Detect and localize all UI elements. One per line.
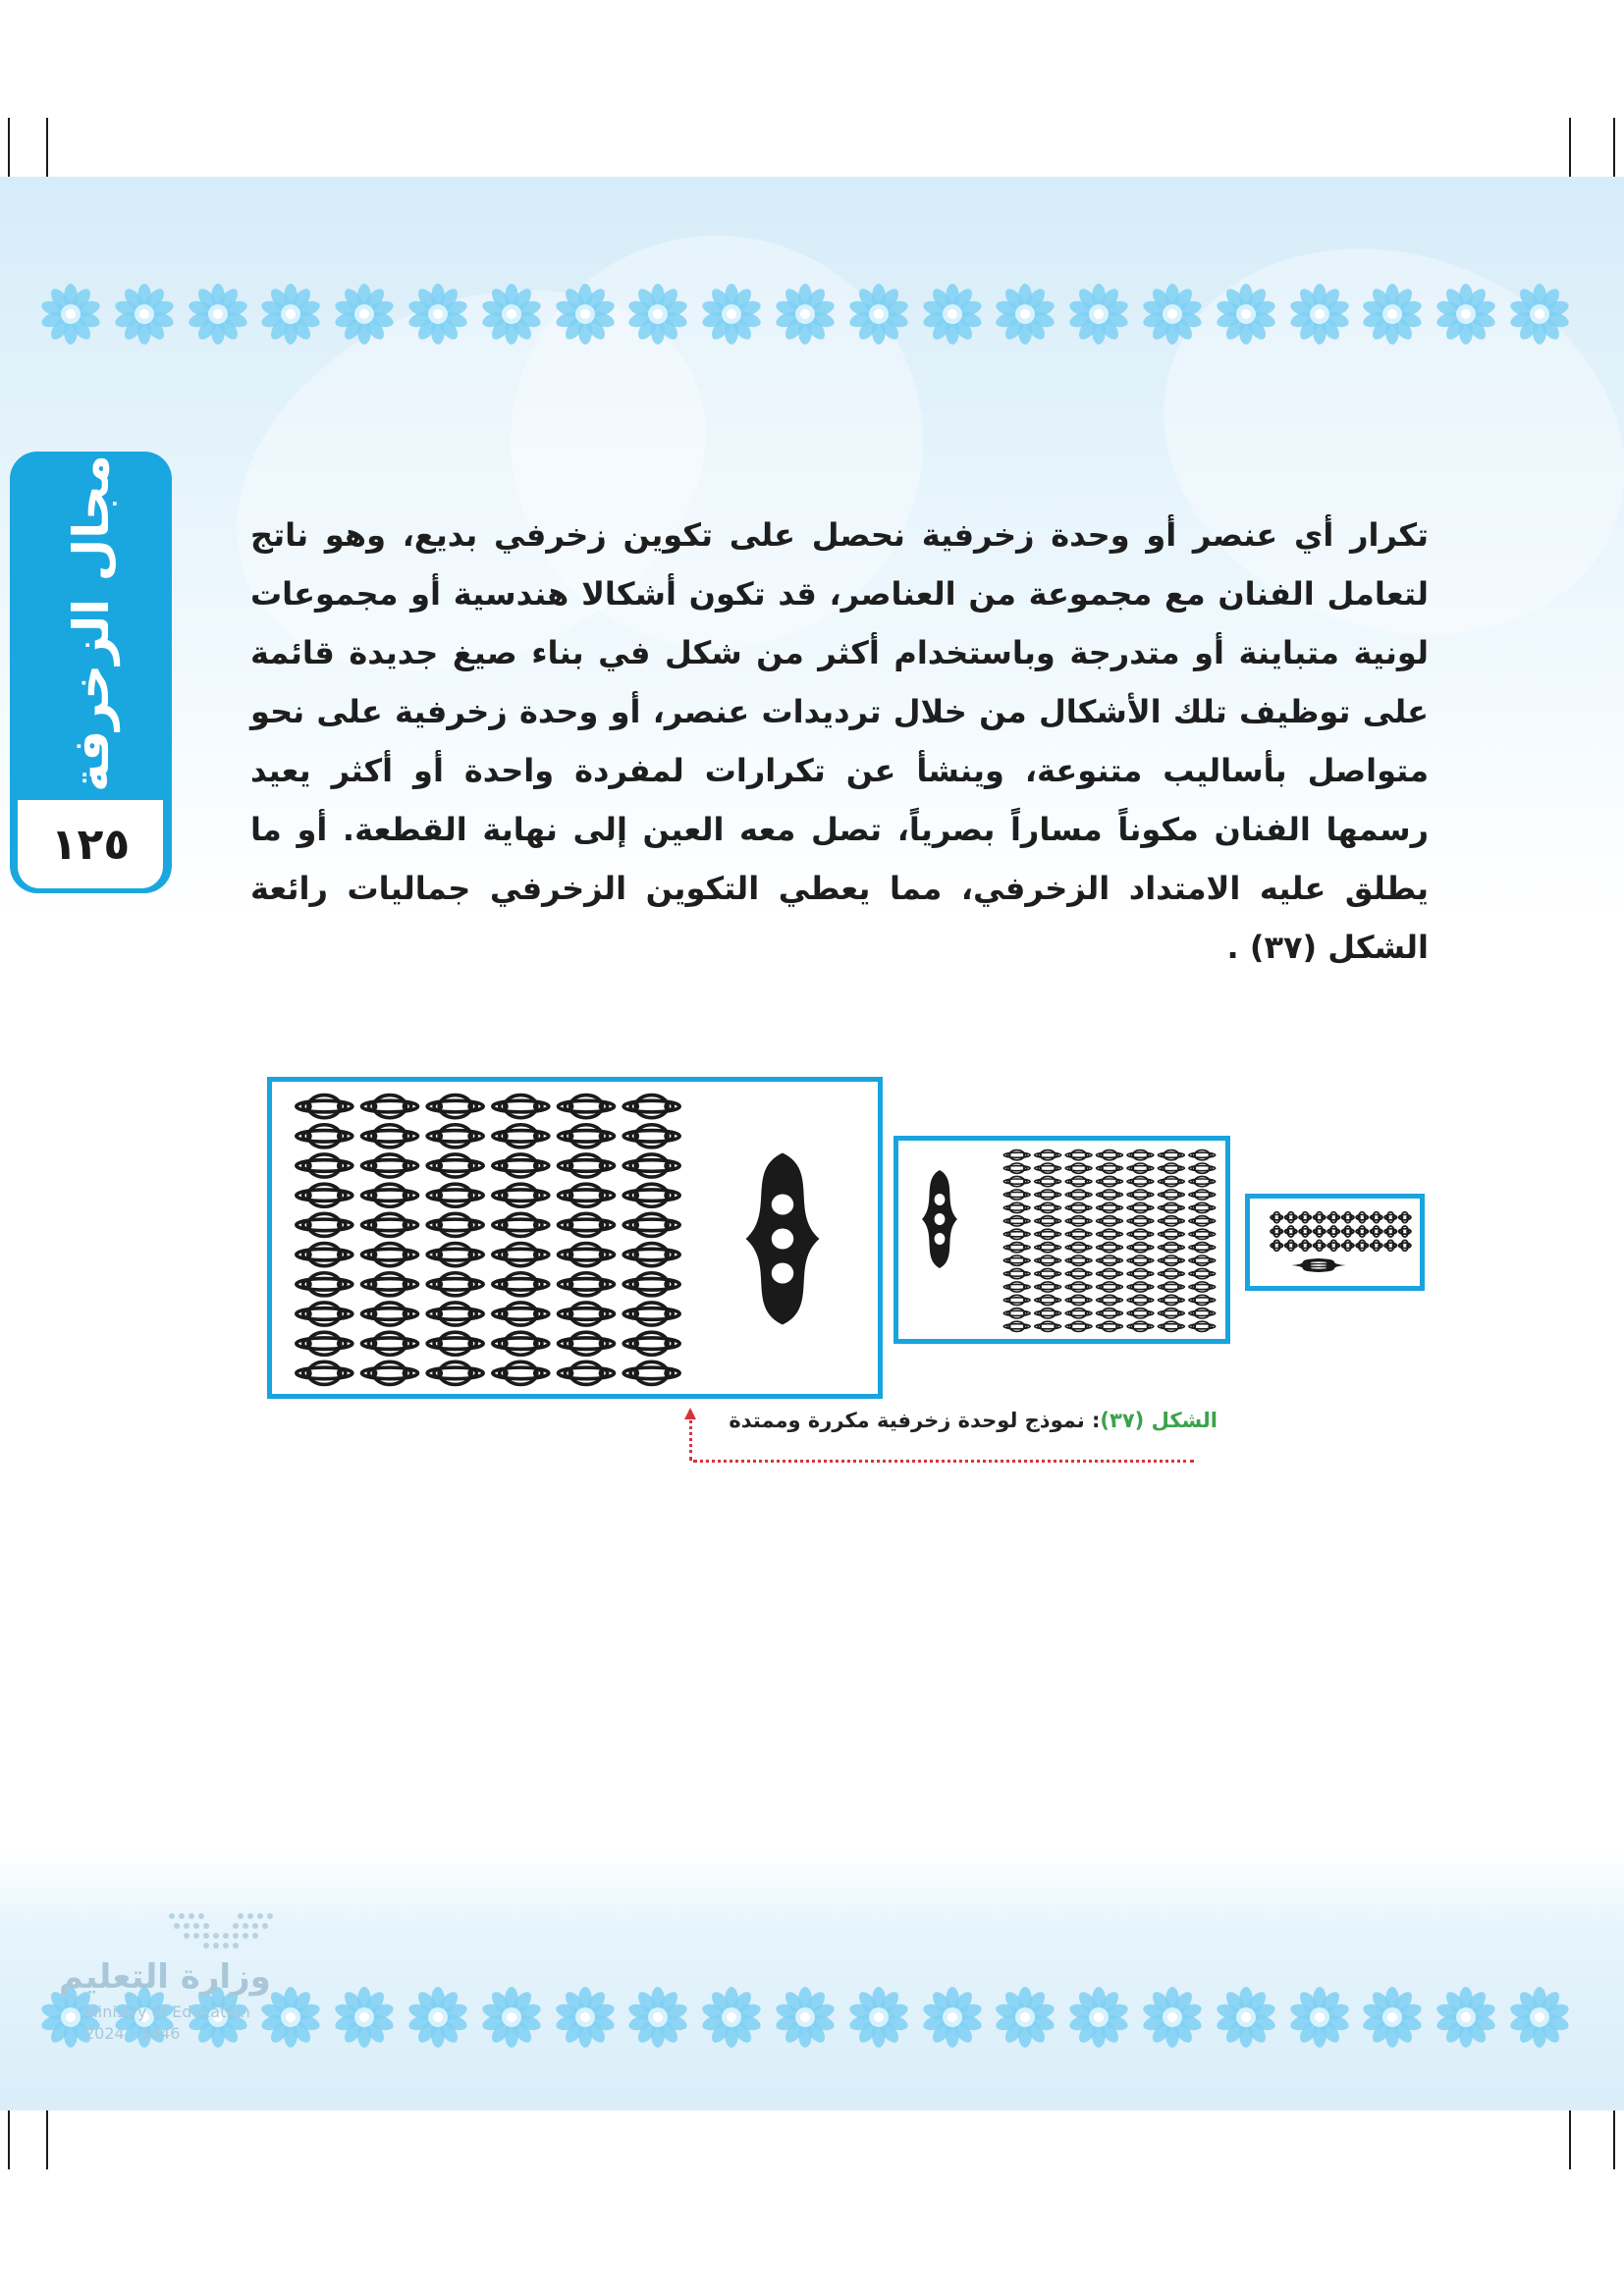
ornament-unit bbox=[1003, 1282, 1030, 1292]
flower-icon bbox=[626, 1986, 689, 2049]
ornament-unit bbox=[362, 1125, 418, 1148]
ornament-unit bbox=[1003, 1202, 1030, 1212]
ornament-unit bbox=[427, 1273, 483, 1296]
ornament-unit bbox=[1035, 1243, 1061, 1253]
ornament-unit bbox=[427, 1362, 483, 1384]
ornament-unit bbox=[1327, 1226, 1339, 1237]
ornament-unit bbox=[1158, 1202, 1184, 1212]
ornament-unit bbox=[1189, 1229, 1216, 1239]
flower-icon bbox=[1288, 283, 1351, 346]
caption-arrow-icon bbox=[689, 1414, 702, 1461]
ornament-unit bbox=[427, 1332, 483, 1355]
ornament-unit bbox=[297, 1213, 352, 1236]
ornament-unit bbox=[1327, 1212, 1339, 1223]
flower-icon bbox=[994, 283, 1056, 346]
figure-caption-text: : نموذج لوحدة زخرفية مكررة وممتدة bbox=[729, 1409, 1101, 1432]
ornament-unit bbox=[1314, 1212, 1326, 1223]
ornament-unit bbox=[297, 1244, 352, 1266]
ornament-unit bbox=[1003, 1190, 1030, 1200]
ornament-unit bbox=[1035, 1282, 1061, 1292]
ornament-unit bbox=[1271, 1212, 1282, 1223]
ornament-unit bbox=[1384, 1240, 1396, 1251]
flower-icon bbox=[1435, 283, 1497, 346]
ornament-unit bbox=[1189, 1190, 1216, 1200]
ornament-unit bbox=[559, 1244, 615, 1266]
ornament-unit bbox=[623, 1244, 679, 1266]
ornament-unit bbox=[1371, 1240, 1382, 1251]
ornament-unit bbox=[1097, 1308, 1123, 1318]
ornament-unit bbox=[362, 1184, 418, 1206]
ornament-unit bbox=[1371, 1212, 1382, 1223]
ornament-unit bbox=[1127, 1308, 1154, 1318]
flower-icon bbox=[259, 283, 322, 346]
ornament-unit bbox=[427, 1095, 483, 1118]
ornament-unit bbox=[1035, 1255, 1061, 1265]
ornament-unit bbox=[559, 1213, 615, 1236]
ornament-unit bbox=[1003, 1295, 1030, 1305]
ornament-unit bbox=[1327, 1240, 1339, 1251]
ornament-unit bbox=[1035, 1176, 1061, 1186]
figure-small bbox=[1245, 1194, 1425, 1291]
ornament-unit bbox=[1299, 1240, 1311, 1251]
ornament-unit bbox=[1127, 1268, 1154, 1278]
ornament-unit bbox=[1189, 1243, 1216, 1253]
flower-icon bbox=[774, 1986, 837, 2049]
ornament-unit bbox=[559, 1303, 615, 1325]
ornament-unit bbox=[297, 1154, 352, 1177]
ornament-unit bbox=[1127, 1229, 1154, 1239]
ornament-unit bbox=[1342, 1226, 1354, 1237]
figure-mid-pattern bbox=[898, 1141, 1225, 1339]
flower-icon bbox=[1435, 1986, 1497, 2049]
ornament-unit bbox=[1189, 1216, 1216, 1226]
ornament-medallion bbox=[746, 1153, 820, 1325]
ornament-unit bbox=[1158, 1243, 1184, 1253]
ornament-unit bbox=[1127, 1282, 1154, 1292]
figure-large-pattern bbox=[272, 1082, 878, 1394]
ornament-unit bbox=[362, 1303, 418, 1325]
page-number: ١٢٥ bbox=[50, 819, 131, 870]
ornament-unit bbox=[1285, 1240, 1297, 1251]
ornament-unit bbox=[1342, 1212, 1354, 1223]
ornament-unit bbox=[1127, 1295, 1154, 1305]
flower-icon bbox=[1288, 1986, 1351, 2049]
ornament-unit bbox=[1097, 1282, 1123, 1292]
ornament-unit bbox=[1399, 1226, 1411, 1237]
ornament-unit bbox=[1158, 1176, 1184, 1186]
ornament-unit bbox=[1299, 1226, 1311, 1237]
ornament-unit bbox=[1003, 1321, 1030, 1331]
ornament-unit bbox=[493, 1362, 549, 1384]
ornament-unit bbox=[427, 1154, 483, 1177]
flower-icon bbox=[406, 283, 469, 346]
ornament-unit bbox=[559, 1273, 615, 1296]
flower-icon bbox=[1067, 1986, 1130, 2049]
ministry-logo bbox=[59, 1906, 271, 2054]
ornament-unit bbox=[1127, 1202, 1154, 1212]
ornament-unit bbox=[1399, 1240, 1411, 1251]
flower-icon bbox=[1508, 1986, 1571, 2049]
ornament-unit bbox=[1158, 1308, 1184, 1318]
ornament-unit bbox=[1356, 1212, 1368, 1223]
ornament-unit bbox=[1158, 1295, 1184, 1305]
figure-caption bbox=[687, 1409, 1218, 1432]
figure-caption-label: الشكل (٣٧) bbox=[1100, 1409, 1218, 1432]
ornament-unit bbox=[493, 1095, 549, 1118]
flower-icon bbox=[700, 1986, 763, 2049]
ornament-unit bbox=[1003, 1255, 1030, 1265]
ornament-unit bbox=[1065, 1150, 1092, 1160]
ornament-unit bbox=[1035, 1150, 1061, 1160]
ornament-unit bbox=[493, 1125, 549, 1148]
flower-icon bbox=[1215, 1986, 1277, 2049]
flower-icon bbox=[847, 1986, 910, 2049]
ornament-unit bbox=[1097, 1229, 1123, 1239]
ornament-unit bbox=[1097, 1243, 1123, 1253]
ornament-unit bbox=[1065, 1163, 1092, 1173]
flower-icon bbox=[39, 283, 102, 346]
ornament-unit bbox=[623, 1154, 679, 1177]
ornament-unit bbox=[1158, 1150, 1184, 1160]
ornament-unit bbox=[623, 1184, 679, 1206]
ornament-unit bbox=[1189, 1176, 1216, 1186]
ornament-unit bbox=[1097, 1176, 1123, 1186]
logo-english: Ministry of Education bbox=[84, 2002, 250, 2021]
ornament-unit bbox=[362, 1154, 418, 1177]
ornament-unit bbox=[559, 1332, 615, 1355]
flower-icon bbox=[554, 1986, 617, 2049]
ornament-unit bbox=[362, 1332, 418, 1355]
ornament-unit bbox=[427, 1303, 483, 1325]
logo-dots-icon bbox=[162, 1906, 280, 1960]
ornament-unit bbox=[1399, 1212, 1411, 1223]
ornament-unit bbox=[1035, 1308, 1061, 1318]
ornament-unit bbox=[1158, 1190, 1184, 1200]
figure-mid bbox=[893, 1136, 1230, 1344]
flower-icon bbox=[1508, 283, 1571, 346]
ornament-unit bbox=[493, 1332, 549, 1355]
ornament-unit bbox=[297, 1303, 352, 1325]
ornament-unit bbox=[1065, 1176, 1092, 1186]
ornament-unit bbox=[1065, 1202, 1092, 1212]
ornament-unit bbox=[623, 1303, 679, 1325]
ornament-unit bbox=[1356, 1240, 1368, 1251]
ornament-unit bbox=[1158, 1268, 1184, 1278]
ornament-unit bbox=[559, 1184, 615, 1206]
ornament-unit bbox=[1158, 1255, 1184, 1265]
ornament-unit bbox=[1127, 1190, 1154, 1200]
flower-icon bbox=[1141, 1986, 1204, 2049]
flower-icon bbox=[333, 283, 396, 346]
ornament-unit bbox=[1299, 1212, 1311, 1223]
ornament-unit bbox=[297, 1184, 352, 1206]
flower-icon bbox=[1361, 1986, 1424, 2049]
ornament-unit bbox=[1158, 1282, 1184, 1292]
ornament-unit bbox=[1097, 1295, 1123, 1305]
ornament-unit bbox=[1127, 1150, 1154, 1160]
ornament-unit bbox=[1003, 1243, 1030, 1253]
ornament-unit bbox=[623, 1125, 679, 1148]
ornament-unit bbox=[362, 1362, 418, 1384]
ornament-unit bbox=[623, 1362, 679, 1384]
ornament-unit bbox=[1127, 1243, 1154, 1253]
ornament-unit bbox=[1097, 1321, 1123, 1331]
ornament-unit bbox=[1158, 1163, 1184, 1173]
ornament-unit bbox=[623, 1213, 679, 1236]
ornament-unit bbox=[297, 1362, 352, 1384]
ornament-unit bbox=[623, 1332, 679, 1355]
ornament-unit bbox=[1127, 1255, 1154, 1265]
ornament-unit bbox=[1035, 1216, 1061, 1226]
flower-icon bbox=[187, 283, 249, 346]
logo-arabic: وزارة التعليم bbox=[59, 1957, 271, 1997]
flower-row-top bbox=[39, 275, 1571, 353]
ornament-unit bbox=[1356, 1226, 1368, 1237]
flower-icon bbox=[1067, 283, 1130, 346]
ornament-unit bbox=[1127, 1176, 1154, 1186]
flower-icon bbox=[1141, 283, 1204, 346]
ornament-unit bbox=[1384, 1226, 1396, 1237]
flower-icon bbox=[994, 1986, 1056, 2049]
flower-icon bbox=[921, 1986, 984, 2049]
ornament-unit bbox=[1158, 1321, 1184, 1331]
ornament-unit bbox=[493, 1154, 549, 1177]
ornament-unit bbox=[297, 1273, 352, 1296]
ornament-unit bbox=[362, 1273, 418, 1296]
ornament-unit bbox=[1035, 1268, 1061, 1278]
ornament-unit bbox=[1189, 1202, 1216, 1212]
ornament-unit bbox=[1342, 1240, 1354, 1251]
ornament-unit bbox=[1003, 1308, 1030, 1318]
ornament-unit bbox=[1127, 1163, 1154, 1173]
ornament-unit bbox=[1189, 1295, 1216, 1305]
ornament-unit bbox=[1189, 1150, 1216, 1160]
flower-icon bbox=[554, 283, 617, 346]
ornament-unit bbox=[1035, 1202, 1061, 1212]
flower-icon bbox=[113, 283, 176, 346]
ornament-unit bbox=[559, 1362, 615, 1384]
ornament-unit bbox=[297, 1332, 352, 1355]
ornament-unit bbox=[1065, 1295, 1092, 1305]
side-tab-title bbox=[20, 454, 162, 792]
ornament-unit bbox=[1065, 1243, 1092, 1253]
ornament-unit bbox=[1189, 1308, 1216, 1318]
ornament-unit bbox=[297, 1125, 352, 1148]
ornament-unit bbox=[362, 1095, 418, 1118]
flower-icon bbox=[626, 283, 689, 346]
ornament-unit bbox=[1065, 1268, 1092, 1278]
ornament-unit bbox=[1127, 1216, 1154, 1226]
logo-year: 2024 - 1446 bbox=[84, 2024, 181, 2043]
ornament-unit bbox=[1003, 1176, 1030, 1186]
figure-small-pattern bbox=[1250, 1199, 1420, 1286]
ornament-unit bbox=[1003, 1163, 1030, 1173]
flower-icon bbox=[480, 1986, 543, 2049]
side-tab-title-text: مجال الزخرفة bbox=[62, 454, 120, 792]
ornament-unit bbox=[1189, 1282, 1216, 1292]
ornament-unit bbox=[1097, 1216, 1123, 1226]
ornament-unit bbox=[1314, 1240, 1326, 1251]
ornament-unit bbox=[493, 1273, 549, 1296]
ornament-unit bbox=[1035, 1229, 1061, 1239]
ornament-unit bbox=[427, 1125, 483, 1148]
ornament-unit bbox=[559, 1125, 615, 1148]
flower-icon bbox=[847, 283, 910, 346]
ornament-unit bbox=[1158, 1229, 1184, 1239]
ornament-unit bbox=[362, 1244, 418, 1266]
flower-icon bbox=[700, 283, 763, 346]
ornament-unit bbox=[1127, 1321, 1154, 1331]
ornament-unit bbox=[623, 1095, 679, 1118]
ornament-unit bbox=[1003, 1268, 1030, 1278]
ornament-unit bbox=[1189, 1268, 1216, 1278]
ornament-unit bbox=[1314, 1226, 1326, 1237]
ornament-unit bbox=[1158, 1216, 1184, 1226]
ornament-unit bbox=[493, 1244, 549, 1266]
ornament-unit bbox=[1285, 1226, 1297, 1237]
ornament-unit bbox=[1097, 1268, 1123, 1278]
ornament-unit bbox=[1189, 1255, 1216, 1265]
ornament-unit bbox=[559, 1154, 615, 1177]
ornament-unit bbox=[1065, 1229, 1092, 1239]
ornament-unit bbox=[1035, 1163, 1061, 1173]
flower-icon bbox=[406, 1986, 469, 2049]
ornament-unit bbox=[362, 1213, 418, 1236]
ornament-unit bbox=[1065, 1282, 1092, 1292]
ornament-unit bbox=[1035, 1295, 1061, 1305]
figure-large bbox=[267, 1077, 883, 1399]
ornament-medallion bbox=[922, 1170, 957, 1268]
ornament-unit bbox=[1065, 1321, 1092, 1331]
ornament-unit bbox=[1035, 1321, 1061, 1331]
ornament-unit bbox=[1189, 1321, 1216, 1331]
ornament-unit bbox=[1097, 1150, 1123, 1160]
ornament-unit bbox=[427, 1184, 483, 1206]
ornament-unit bbox=[493, 1303, 549, 1325]
ornament-unit bbox=[1003, 1150, 1030, 1160]
flower-icon bbox=[774, 283, 837, 346]
ornament-unit bbox=[1097, 1202, 1123, 1212]
body-paragraph: تكرار أي عنصر أو وحدة زخرفية نحصل على تكوين زخرفي بديع، وهو ناتج لتعامل الفنان مع مجموعة من العناصر، قد تكون أشكالا هندسية أو مجموعات لونية متباينة أو متدرجة وباستخدام أكثر من شكل في بناء صيغ جديدة قائمة على توظيف تلك الأشكال من خلال ترديدات عنصر، أو وحدة زخرفية على نحو متواصل بأساليب متنوعة، وينشأ عن تكرارات لمفردة واحدة أو أكثر يعيد رسمها الفنان مكوناً مساراً بصرياً، تصل معه العين إلى نهاية القطعة. أو ما يطلق عليه الامتداد الزخرفي، مما يعطي التكوين الزخرفي جماليات رائعة الشكل (٣٧) . bbox=[250, 516, 1429, 966]
ornament-unit bbox=[1097, 1255, 1123, 1265]
flower-icon bbox=[921, 283, 984, 346]
ornament-unit bbox=[1003, 1229, 1030, 1239]
ornament-unit bbox=[1097, 1190, 1123, 1200]
ornament-unit bbox=[559, 1095, 615, 1118]
ornament-unit bbox=[493, 1213, 549, 1236]
flower-icon bbox=[333, 1986, 396, 2049]
ornament-unit bbox=[1097, 1163, 1123, 1173]
ornament-unit bbox=[1371, 1226, 1382, 1237]
ornament-medallion bbox=[1292, 1258, 1346, 1272]
ornament-unit bbox=[1065, 1190, 1092, 1200]
flower-icon bbox=[1361, 283, 1424, 346]
flower-icon bbox=[1215, 283, 1277, 346]
caption-dotted-line bbox=[693, 1460, 1194, 1463]
ornament-unit bbox=[1065, 1255, 1092, 1265]
ornament-unit bbox=[297, 1095, 352, 1118]
ornament-unit bbox=[493, 1184, 549, 1206]
ornament-unit bbox=[1285, 1212, 1297, 1223]
ornament-unit bbox=[1065, 1216, 1092, 1226]
ornament-unit bbox=[1271, 1226, 1282, 1237]
flower-icon bbox=[480, 283, 543, 346]
ornament-unit bbox=[1384, 1212, 1396, 1223]
ornament-unit bbox=[427, 1244, 483, 1266]
ornament-unit bbox=[1003, 1216, 1030, 1226]
ornament-unit bbox=[1271, 1240, 1282, 1251]
page-number-box bbox=[18, 800, 163, 888]
ornament-unit bbox=[1189, 1163, 1216, 1173]
ornament-unit bbox=[427, 1213, 483, 1236]
ornament-unit bbox=[1035, 1190, 1061, 1200]
ornament-unit bbox=[623, 1273, 679, 1296]
ornament-unit bbox=[1065, 1308, 1092, 1318]
